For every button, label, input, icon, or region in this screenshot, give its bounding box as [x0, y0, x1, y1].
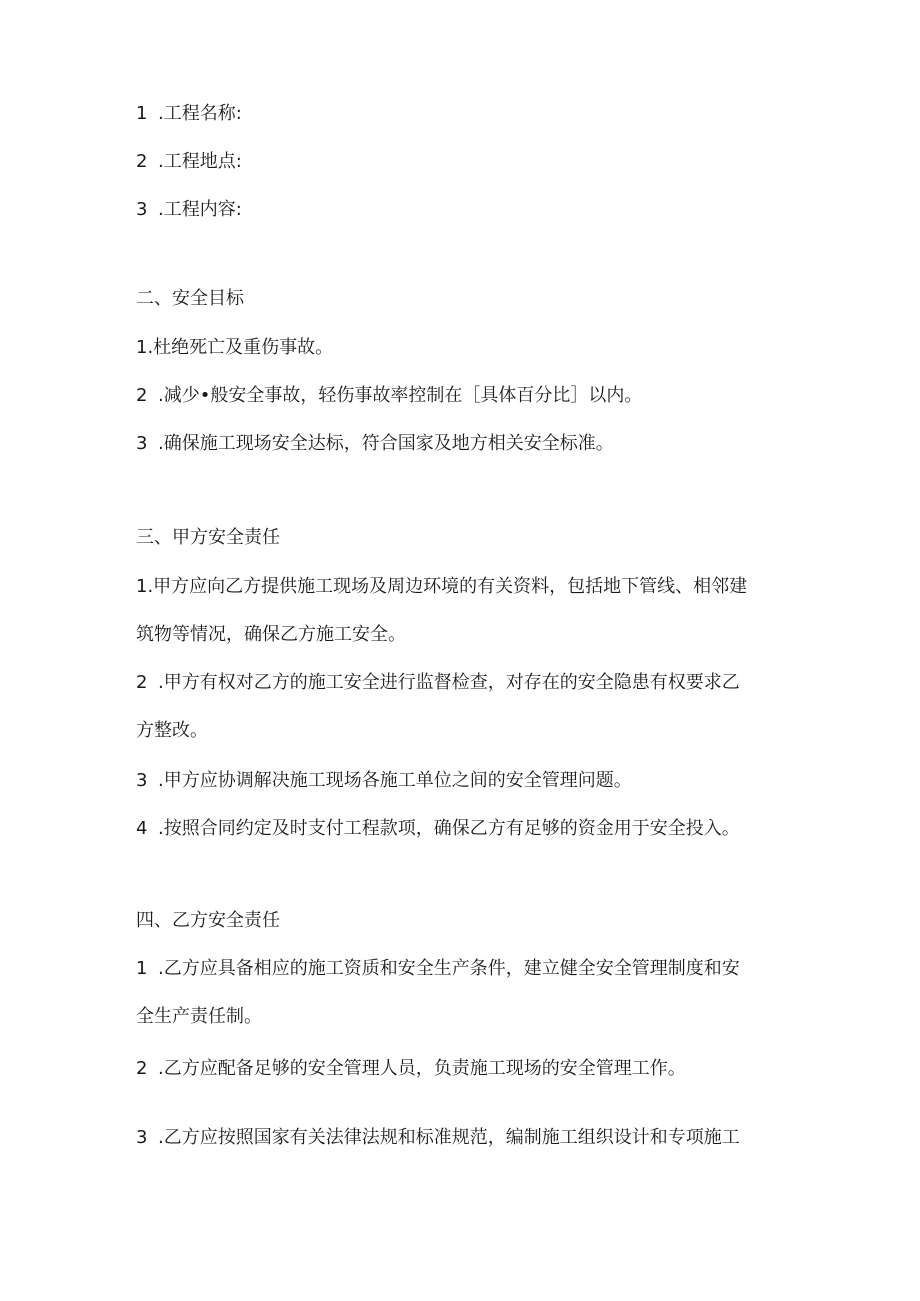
item-number: 4 [136, 818, 148, 839]
item-number: 1 [136, 958, 148, 979]
item-number: 3 [136, 433, 148, 454]
project-name-line [136, 102, 776, 126]
item-text: .乙方应具备相应的施工资质和安全生产条件，建立健全安全管理制度和安 [158, 958, 740, 979]
section-heading-safety-goals: 二、安全目标 [136, 288, 244, 309]
item-text: .乙方应按照国家有关法律法规和标准规范，编制施工组织设计和专项施工 [158, 1127, 740, 1148]
party-a-item-3 [136, 769, 776, 793]
item-number: 1 [136, 103, 148, 124]
safety-goal-item-3 [136, 432, 776, 456]
item-text: .减少•般安全事故，轻伤事故率控制在［具体百分比］以内。 [158, 385, 643, 406]
project-location-line [136, 150, 776, 174]
item-text: .乙方应配备足够的安全管理人员，负责施工现场的安全管理工作。 [158, 1058, 686, 1079]
section-heading-party-b: 四、乙方安全责任 [136, 910, 280, 931]
item-number: 2 [136, 672, 148, 693]
party-a-item-1-line-2: 筑物等情况，确保乙方施工安全。 [136, 624, 406, 645]
item-number: 2 [136, 385, 148, 406]
party-b-item-1-line-1 [136, 957, 776, 981]
item-number: 2 [136, 151, 148, 172]
item-text: .工程地点: [158, 151, 242, 172]
section-heading-party-a: 三、甲方安全责任 [136, 527, 280, 548]
party-b-item-2 [136, 1057, 776, 1081]
party-a-item-4 [136, 817, 776, 841]
item-text: .甲方应协调解决施工现场各施工单位之间的安全管理问题。 [158, 770, 632, 791]
item-number: 2 [136, 1058, 148, 1079]
safety-goal-item-1: 1.杜绝死亡及重伤事故。 [136, 337, 334, 358]
party-b-item-3-line-1 [136, 1126, 776, 1150]
item-number: 3 [136, 770, 148, 791]
party-b-item-1-line-2: 全生产责任制。 [136, 1006, 262, 1027]
item-text: .工程名称: [158, 103, 242, 124]
item-text: .甲方有权对乙方的施工安全进行监督检查，对存在的安全隐患有权要求乙 [158, 672, 740, 693]
project-content-line [136, 198, 776, 222]
party-a-item-2-line-1 [136, 671, 776, 695]
item-text: .工程内容: [158, 199, 242, 220]
safety-goal-item-2 [136, 384, 776, 408]
party-a-item-1-line-1: 1.甲方应向乙方提供施工现场及周边环境的有关资料，包括地下管线、相邻建 [136, 576, 748, 597]
item-text: .按照合同约定及时支付工程款项，确保乙方有足够的资金用于安全投入。 [158, 818, 740, 839]
item-number: 3 [136, 1127, 148, 1148]
party-a-item-2-line-2: 方整改。 [136, 720, 208, 741]
item-text: .确保施工现场安全达标，符合国家及地方相关安全标准。 [158, 433, 614, 454]
item-number: 3 [136, 199, 148, 220]
